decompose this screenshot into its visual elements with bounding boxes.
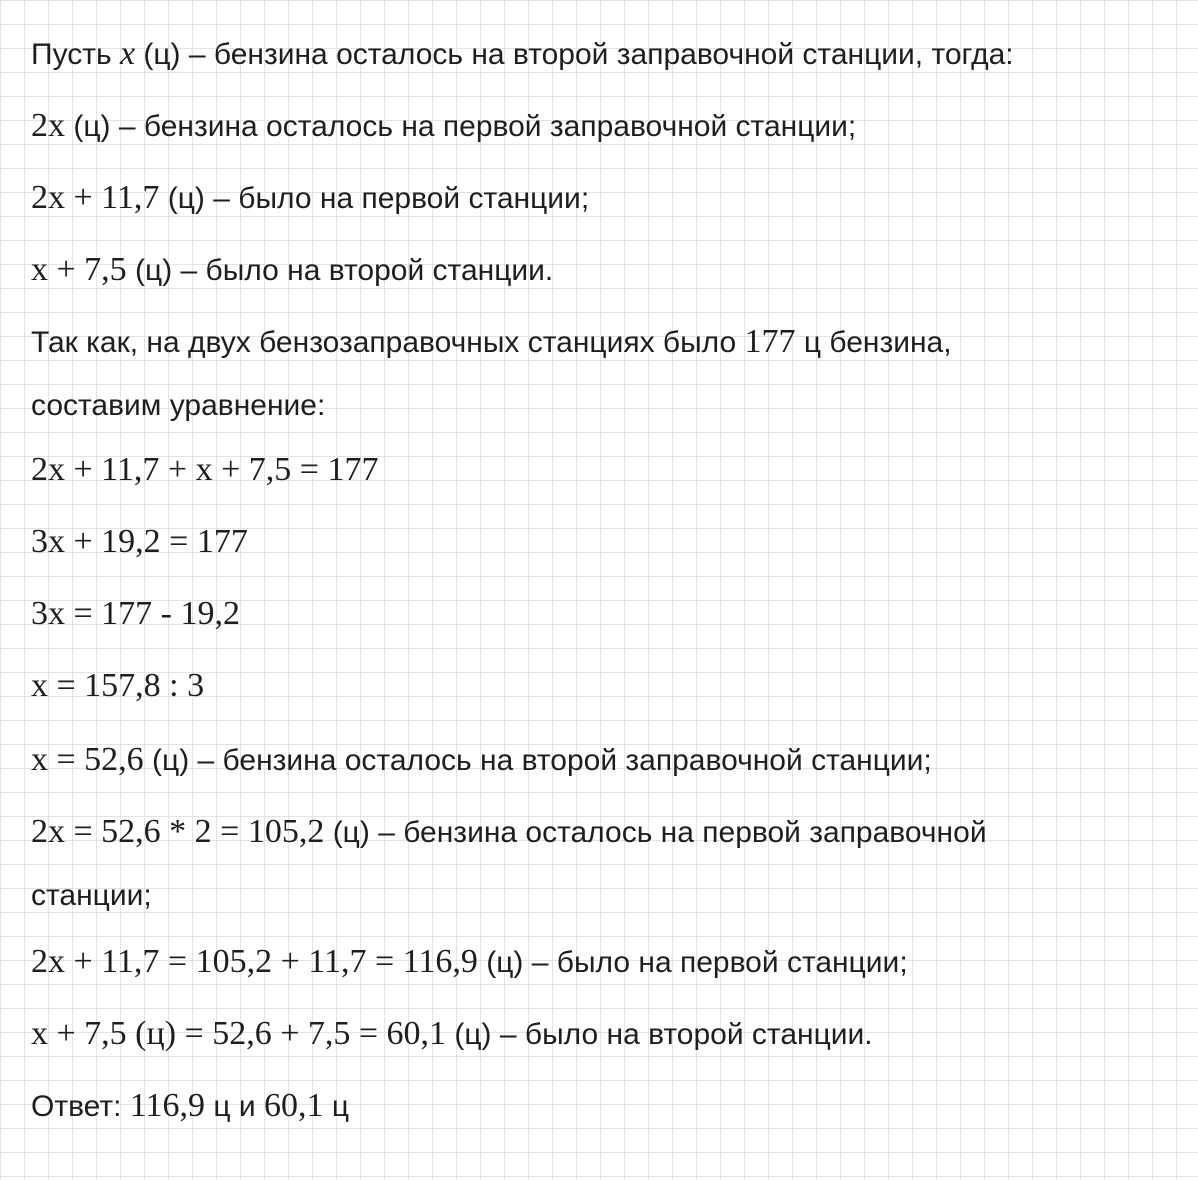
- text: ц: [323, 1090, 350, 1123]
- line-first-remaining: [31, 106, 856, 147]
- text: (ц) – бензина осталось на первой заправочной: [324, 816, 987, 849]
- line-first-initial: [31, 178, 589, 219]
- line-second-initial: [31, 250, 553, 291]
- text: составим уравнение:: [31, 389, 326, 422]
- text: ц и: [205, 1090, 264, 1123]
- math: 2x = 52,6 * 2 = 105,2: [31, 813, 325, 850]
- math: 2x + 11,7 + x + 7,5 = 177: [31, 451, 379, 488]
- equation-3: [31, 594, 240, 635]
- math: x = 157,8 : 3: [31, 667, 205, 704]
- text: (ц) – было на первой станции;: [477, 946, 908, 979]
- math: 60,1: [263, 1087, 324, 1124]
- line-x-result: [31, 740, 932, 781]
- text: ц бензина,: [795, 326, 952, 359]
- math: 2x + 11,7: [31, 179, 160, 216]
- text: (ц) – бензина осталось на первой заправочной станции;: [65, 110, 857, 143]
- text: (ц) – было на второй станции.: [446, 1018, 873, 1051]
- line-2x-result: [31, 812, 987, 853]
- text: (ц) – было на второй станции.: [126, 254, 554, 287]
- text: (ц) – было на первой станции;: [159, 182, 590, 215]
- math: 2x: [31, 107, 65, 144]
- line-first-station-total: [31, 942, 908, 983]
- math: x = 52,6: [31, 741, 144, 778]
- line-stations-continued: [31, 876, 152, 916]
- equation-4: [31, 666, 204, 707]
- text: Пусть: [31, 38, 120, 71]
- line-answer: [31, 1086, 349, 1127]
- line-total-statement: [31, 322, 952, 363]
- math: 2x + 11,7 = 105,2 + 11,7 = 116,9: [31, 943, 478, 980]
- math: 177: [744, 323, 796, 360]
- text: (ц) – бензина осталось на второй заправочной станции, тогда:: [135, 38, 1014, 71]
- equation-2: [31, 522, 248, 563]
- text: Так как, на двух бензозаправочных станциях было: [31, 326, 745, 359]
- math: x + 7,5 (ц) = 52,6 + 7,5 = 60,1: [31, 1015, 447, 1052]
- math: 3x + 19,2 = 177: [31, 523, 248, 560]
- text: (ц) – бензина осталось на второй заправочной станции;: [143, 744, 932, 777]
- math: x: [119, 35, 136, 72]
- equation-1: [31, 450, 378, 491]
- line-let-x: [31, 34, 1014, 75]
- math: x + 7,5: [31, 251, 127, 288]
- math: 3x = 177 - 19,2: [31, 595, 240, 632]
- text: станции;: [31, 879, 152, 912]
- line-second-station-total: [31, 1014, 873, 1055]
- line-compose-equation: [31, 386, 325, 426]
- text: Ответ:: [31, 1090, 130, 1123]
- math: 116,9: [129, 1087, 206, 1124]
